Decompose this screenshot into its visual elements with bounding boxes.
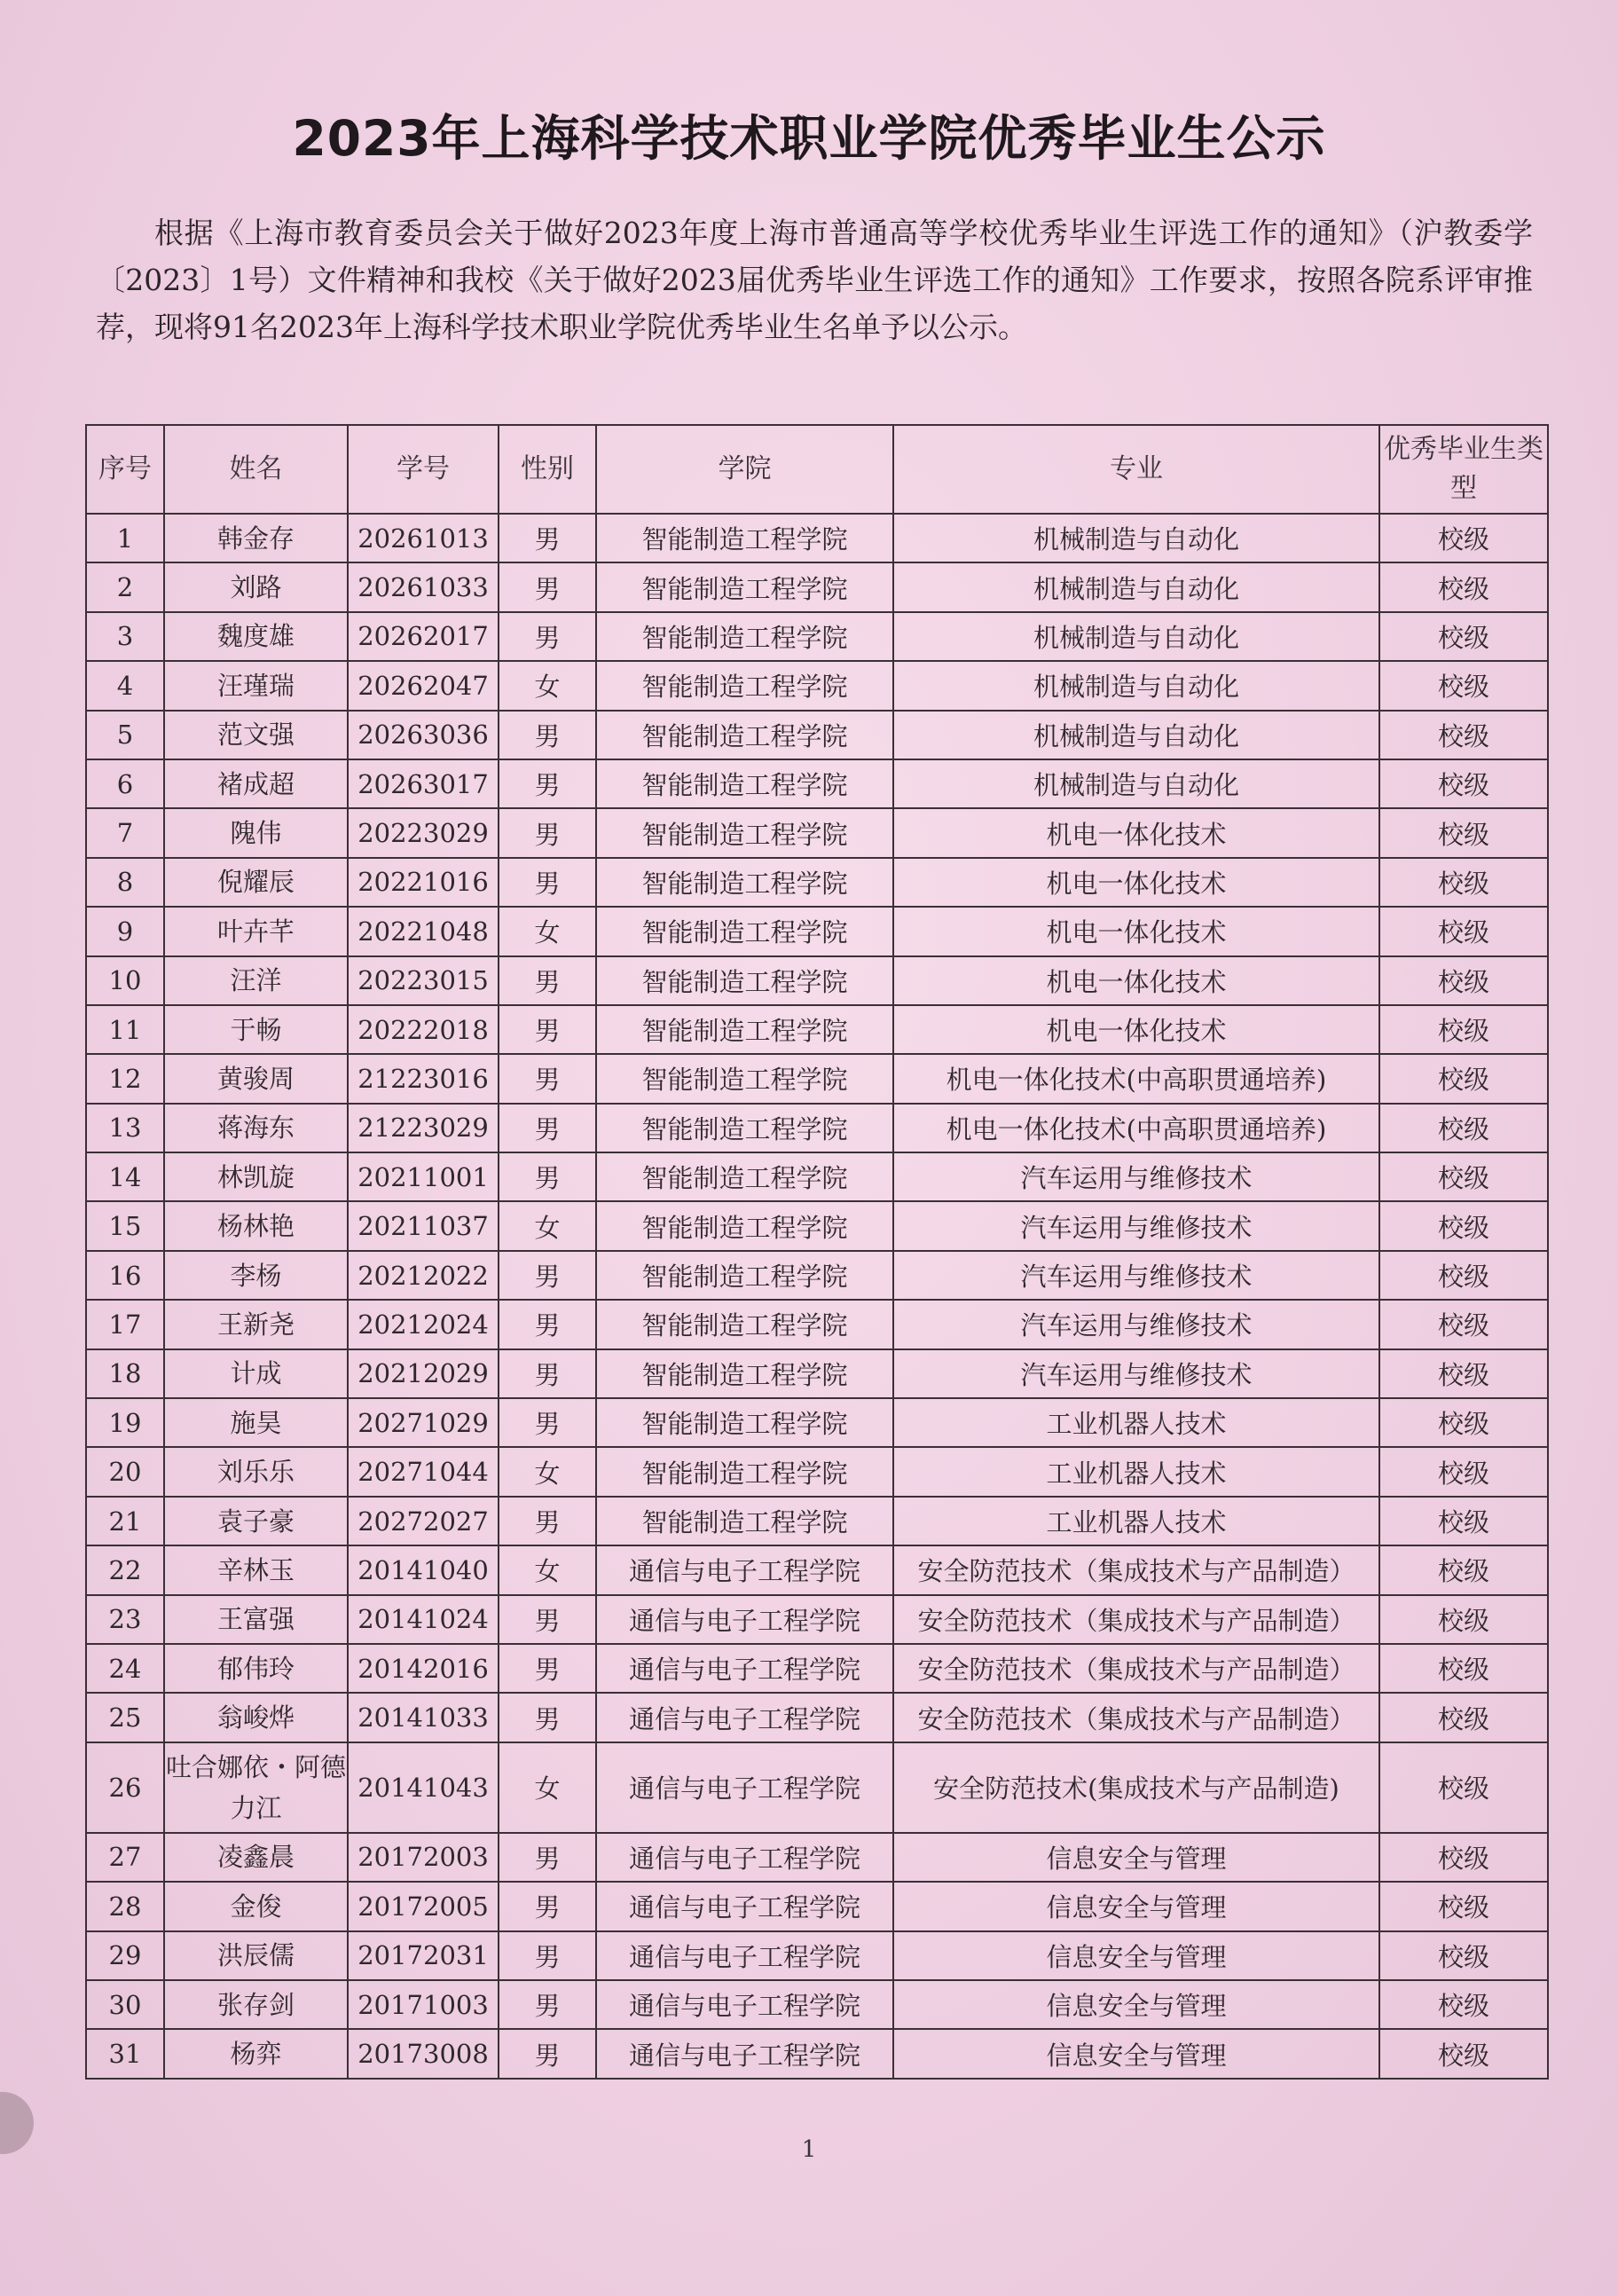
cell-seq: 15 [86,1201,164,1250]
cell-major: 汽车运用与维修技术 [893,1251,1379,1300]
cell-award-type: 校级 [1379,956,1548,1005]
cell-student-id: 20223015 [348,956,499,1005]
table-row [86,1054,1548,1103]
cell-award-type: 校级 [1379,1931,1548,1980]
cell-major: 机械制造与自动化 [893,759,1379,808]
cell-student-id: 20173008 [348,2029,499,2078]
cell-award-type: 校级 [1379,1005,1548,1054]
cell-name: 张存剑 [164,1980,348,2029]
cell-college: 通信与电子工程学院 [596,1545,893,1594]
cell-name: 隗伟 [164,808,348,857]
header-award-type: 优秀毕业生类型 [1379,425,1548,514]
cell-college: 智能制造工程学院 [596,1497,893,1545]
table-row [86,1398,1548,1447]
cell-award-type: 校级 [1379,1833,1548,1882]
table-row [86,956,1548,1005]
cell-gender: 女 [499,1742,596,1833]
cell-college: 智能制造工程学院 [596,1398,893,1447]
cell-major: 机电一体化技术(中高职贯通培养) [893,1104,1379,1152]
cell-gender: 男 [499,1882,596,1930]
cell-major: 信息安全与管理 [893,2029,1379,2078]
cell-name: 翁峻烨 [164,1693,348,1742]
cell-name: 叶卉芊 [164,907,348,955]
cell-major: 汽车运用与维修技术 [893,1152,1379,1201]
cell-college: 智能制造工程学院 [596,1447,893,1496]
cell-seq: 25 [86,1693,164,1742]
cell-college: 通信与电子工程学院 [596,1882,893,1930]
cell-student-id: 20271044 [348,1447,499,1496]
cell-student-id: 20263036 [348,711,499,759]
cell-college: 通信与电子工程学院 [596,1931,893,1980]
header-name: 姓名 [164,425,348,514]
cell-award-type: 校级 [1379,858,1548,907]
table-row [86,562,1548,611]
header-gender: 性别 [499,425,596,514]
cell-award-type: 校级 [1379,1447,1548,1496]
cell-name: 洪辰儒 [164,1931,348,1980]
cell-student-id: 20212024 [348,1300,499,1349]
graduates-table [85,424,1549,2080]
cell-student-id: 20261033 [348,562,499,611]
table-row [86,1104,1548,1152]
cell-student-id: 20172005 [348,1882,499,1930]
cell-college: 智能制造工程学院 [596,1104,893,1152]
cell-student-id: 20222018 [348,1005,499,1054]
cell-college: 智能制造工程学院 [596,808,893,857]
table-row [86,1300,1548,1349]
table-row [86,1447,1548,1496]
cell-gender: 男 [499,1833,596,1882]
cell-name: 王富强 [164,1595,348,1644]
cell-name: 辛林玉 [164,1545,348,1594]
cell-major: 机械制造与自动化 [893,612,1379,661]
cell-gender: 男 [499,1595,596,1644]
cell-award-type: 校级 [1379,661,1548,710]
cell-award-type: 校级 [1379,1693,1548,1742]
intro-paragraph: 根据《上海市教育委员会关于做好2023年度上海市普通高等学校优秀毕业生评选工作的通知》（沪教委学〔2023〕1号）文件精神和我校《关于做好2023届优秀毕业生评选工作的通知》工作要求，按照各院系评审推荐，现将91名2023年上海科学技术职业学院优秀毕业生名单予以公示。 [96,216,1533,344]
cell-award-type: 校级 [1379,1104,1548,1152]
cell-college: 智能制造工程学院 [596,1251,893,1300]
cell-college: 智能制造工程学院 [596,1152,893,1201]
cell-gender: 男 [499,956,596,1005]
cell-seq: 31 [86,2029,164,2078]
cell-seq: 23 [86,1595,164,1644]
cell-major: 安全防范技术(集成技术与产品制造) [893,1742,1379,1833]
table-row [86,808,1548,857]
cell-name: 刘乐乐 [164,1447,348,1496]
cell-award-type: 校级 [1379,1300,1548,1349]
cell-seq: 28 [86,1882,164,1930]
cell-student-id: 20262017 [348,612,499,661]
cell-major: 信息安全与管理 [893,1931,1379,1980]
cell-seq: 2 [86,562,164,611]
cell-gender: 女 [499,661,596,710]
table-row [86,759,1548,808]
cell-college: 通信与电子工程学院 [596,1833,893,1882]
cell-gender: 男 [499,1152,596,1201]
cell-name: 计成 [164,1349,348,1398]
cell-seq: 16 [86,1251,164,1300]
cell-student-id: 20223029 [348,808,499,857]
cell-seq: 9 [86,907,164,955]
cell-seq: 30 [86,1980,164,2029]
cell-major: 机电一体化技术(中高职贯通培养) [893,1054,1379,1103]
cell-college: 智能制造工程学院 [596,1201,893,1250]
cell-student-id: 20172031 [348,1931,499,1980]
cell-major: 信息安全与管理 [893,1833,1379,1882]
cell-gender: 女 [499,1447,596,1496]
cell-award-type: 校级 [1379,907,1548,955]
cell-college: 通信与电子工程学院 [596,1742,893,1833]
cell-seq: 24 [86,1644,164,1693]
cell-name: 刘路 [164,562,348,611]
cell-student-id: 20271029 [348,1398,499,1447]
cell-student-id: 20262047 [348,661,499,710]
table-row [86,1833,1548,1882]
cell-name: 袁子豪 [164,1497,348,1545]
cell-award-type: 校级 [1379,1742,1548,1833]
cell-seq: 1 [86,514,164,562]
cell-major: 机电一体化技术 [893,808,1379,857]
cell-award-type: 校级 [1379,1545,1548,1594]
cell-student-id: 20272027 [348,1497,499,1545]
table-row [86,1497,1548,1545]
cell-student-id: 20141033 [348,1693,499,1742]
cell-gender: 男 [499,1931,596,1980]
cell-student-id: 20171003 [348,1980,499,2029]
cell-gender: 男 [499,514,596,562]
cell-major: 工业机器人技术 [893,1398,1379,1447]
cell-college: 通信与电子工程学院 [596,1693,893,1742]
cell-college: 通信与电子工程学院 [596,1595,893,1644]
cell-gender: 男 [499,2029,596,2078]
cell-student-id: 20141040 [348,1545,499,1594]
cell-student-id: 20221016 [348,858,499,907]
table-row [86,858,1548,907]
table-row [86,1152,1548,1201]
table-body [86,514,1548,2079]
cell-gender: 男 [499,808,596,857]
cell-award-type: 校级 [1379,2029,1548,2078]
cell-college: 智能制造工程学院 [596,1300,893,1349]
cell-college: 智能制造工程学院 [596,759,893,808]
cell-seq: 26 [86,1742,164,1833]
cell-name: 蒋海东 [164,1104,348,1152]
cell-name: 汪瑾瑞 [164,661,348,710]
header-major: 专业 [893,425,1379,514]
cell-major: 机电一体化技术 [893,1005,1379,1054]
cell-college: 智能制造工程学院 [596,514,893,562]
table-header-row [86,425,1548,514]
cell-student-id: 20141024 [348,1595,499,1644]
cell-name: 范文强 [164,711,348,759]
cell-gender: 男 [499,1693,596,1742]
cell-award-type: 校级 [1379,1152,1548,1201]
cell-award-type: 校级 [1379,1054,1548,1103]
cell-major: 机械制造与自动化 [893,711,1379,759]
cell-award-type: 校级 [1379,1398,1548,1447]
cell-gender: 男 [499,612,596,661]
cell-name: 黄骏周 [164,1054,348,1103]
cell-major: 机械制造与自动化 [893,514,1379,562]
table-row [86,1545,1548,1594]
cell-gender: 男 [499,1497,596,1545]
cell-name: 杨弈 [164,2029,348,2078]
table-row [86,1349,1548,1398]
cell-gender: 男 [499,711,596,759]
cell-award-type: 校级 [1379,1595,1548,1644]
cell-college: 通信与电子工程学院 [596,2029,893,2078]
cell-seq: 22 [86,1545,164,1594]
cell-student-id: 20261013 [348,514,499,562]
cell-award-type: 校级 [1379,1497,1548,1545]
cell-award-type: 校级 [1379,612,1548,661]
cell-major: 机电一体化技术 [893,907,1379,955]
cell-seq: 12 [86,1054,164,1103]
cell-gender: 男 [499,1104,596,1152]
table-row [86,661,1548,710]
cell-seq: 3 [86,612,164,661]
cell-award-type: 校级 [1379,1882,1548,1930]
cell-seq: 11 [86,1005,164,1054]
cell-seq: 20 [86,1447,164,1496]
cell-gender: 男 [499,1644,596,1693]
table-row [86,1644,1548,1693]
cell-gender: 女 [499,1201,596,1250]
cell-major: 安全防范技术（集成技术与产品制造） [893,1545,1379,1594]
cell-name: 韩金存 [164,514,348,562]
cell-major: 工业机器人技术 [893,1447,1379,1496]
cell-major: 安全防范技术（集成技术与产品制造） [893,1595,1379,1644]
cell-award-type: 校级 [1379,1980,1548,2029]
cell-seq: 13 [86,1104,164,1152]
cell-student-id: 20142016 [348,1644,499,1693]
cell-student-id: 20263017 [348,759,499,808]
cell-gender: 男 [499,759,596,808]
cell-award-type: 校级 [1379,514,1548,562]
cell-gender: 男 [499,1980,596,2029]
cell-seq: 27 [86,1833,164,1882]
cell-major: 安全防范技术（集成技术与产品制造） [893,1644,1379,1693]
cell-student-id: 20221048 [348,907,499,955]
cell-gender: 男 [499,1054,596,1103]
cell-seq: 10 [86,956,164,1005]
cell-college: 智能制造工程学院 [596,1349,893,1398]
cell-seq: 19 [86,1398,164,1447]
cell-college: 智能制造工程学院 [596,612,893,661]
cell-award-type: 校级 [1379,808,1548,857]
cell-major: 信息安全与管理 [893,1882,1379,1930]
cell-award-type: 校级 [1379,711,1548,759]
cell-award-type: 校级 [1379,1349,1548,1398]
cell-major: 汽车运用与维修技术 [893,1201,1379,1250]
cell-major: 机电一体化技术 [893,858,1379,907]
cell-name: 倪耀辰 [164,858,348,907]
cell-name: 汪洋 [164,956,348,1005]
cell-award-type: 校级 [1379,562,1548,611]
cell-student-id: 20212029 [348,1349,499,1398]
cell-student-id: 20141043 [348,1742,499,1833]
table-row [86,1595,1548,1644]
cell-college: 智能制造工程学院 [596,1054,893,1103]
cell-college: 智能制造工程学院 [596,907,893,955]
table-row [86,1201,1548,1250]
cell-gender: 男 [499,858,596,907]
cell-gender: 女 [499,907,596,955]
cell-student-id: 21223029 [348,1104,499,1152]
cell-seq: 14 [86,1152,164,1201]
table-row [86,612,1548,661]
cell-name: 褚成超 [164,759,348,808]
table-row [86,1931,1548,1980]
cell-gender: 男 [499,1349,596,1398]
cell-award-type: 校级 [1379,1201,1548,1250]
cell-name: 林凯旋 [164,1152,348,1201]
cell-award-type: 校级 [1379,1644,1548,1693]
cell-seq: 4 [86,661,164,710]
cell-award-type: 校级 [1379,1251,1548,1300]
cell-college: 智能制造工程学院 [596,956,893,1005]
cell-seq: 29 [86,1931,164,1980]
page-number: 1 [801,2136,817,2163]
cell-seq: 7 [86,808,164,857]
cell-name: 凌鑫晨 [164,1833,348,1882]
cell-name: 金俊 [164,1882,348,1930]
cell-college: 智能制造工程学院 [596,711,893,759]
cell-student-id: 20211037 [348,1201,499,1250]
table-row [86,2029,1548,2078]
cell-seq: 8 [86,858,164,907]
cell-name: 吐合娜依・阿德力江 [164,1742,348,1833]
cell-major: 机械制造与自动化 [893,562,1379,611]
cell-student-id: 20211001 [348,1152,499,1201]
cell-major: 安全防范技术（集成技术与产品制造） [893,1693,1379,1742]
table-row [86,907,1548,955]
cell-seq: 5 [86,711,164,759]
cell-major: 机电一体化技术 [893,956,1379,1005]
cell-gender: 男 [499,1398,596,1447]
table-row [86,1251,1548,1300]
cell-name: 魏度雄 [164,612,348,661]
cell-award-type: 校级 [1379,759,1548,808]
cell-name: 于畅 [164,1005,348,1054]
cell-student-id: 21223016 [348,1054,499,1103]
cell-college: 智能制造工程学院 [596,562,893,611]
cell-college: 智能制造工程学院 [596,661,893,710]
cell-name: 李杨 [164,1251,348,1300]
table-row [86,1742,1548,1833]
cell-student-id: 20172003 [348,1833,499,1882]
cell-major: 汽车运用与维修技术 [893,1349,1379,1398]
cell-seq: 18 [86,1349,164,1398]
table-row [86,1005,1548,1054]
table-row [86,1882,1548,1930]
cell-seq: 6 [86,759,164,808]
cell-seq: 21 [86,1497,164,1545]
table-row [86,514,1548,562]
table-row [86,1693,1548,1742]
header-seq: 序号 [86,425,164,514]
cell-major: 汽车运用与维修技术 [893,1300,1379,1349]
cell-seq: 17 [86,1300,164,1349]
cell-major: 信息安全与管理 [893,1980,1379,2029]
cell-major: 机械制造与自动化 [893,661,1379,710]
cell-gender: 男 [499,562,596,611]
cell-gender: 男 [499,1251,596,1300]
table-row [86,711,1548,759]
cell-name: 郁伟玲 [164,1644,348,1693]
cell-gender: 女 [499,1545,596,1594]
cell-college: 智能制造工程学院 [596,1005,893,1054]
header-college: 学院 [596,425,893,514]
cell-gender: 男 [499,1300,596,1349]
cell-major: 工业机器人技术 [893,1497,1379,1545]
cell-gender: 男 [499,1005,596,1054]
cell-name: 王新尧 [164,1300,348,1349]
page-title: 2023年上海科学技术职业学院优秀毕业生公示 [292,110,1326,167]
cell-name: 施昊 [164,1398,348,1447]
cell-college: 通信与电子工程学院 [596,1644,893,1693]
table-row [86,1980,1548,2029]
cell-student-id: 20212022 [348,1251,499,1300]
cell-college: 智能制造工程学院 [596,858,893,907]
cell-college: 通信与电子工程学院 [596,1980,893,2029]
cell-name: 杨林艳 [164,1201,348,1250]
header-student-id: 学号 [348,425,499,514]
